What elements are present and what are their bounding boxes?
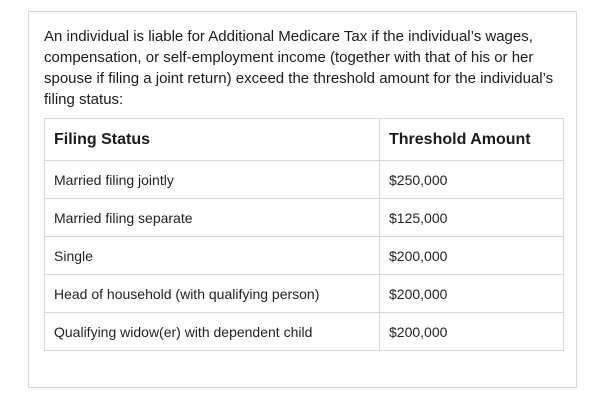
intro-paragraph: An individual is liable for Additional Medicare Tax if the individual’s wages, compensation, or self-employment income (together with that of his or her spouse if filing a joint return) exceed the threshold amount for the individual’s filing status:	[44, 28, 554, 108]
table-row	[45, 275, 564, 313]
filing-status-cell: Qualifying widow(er) with dependent child	[45, 313, 380, 351]
threshold-amount-header: Threshold Amount	[380, 119, 564, 161]
table-row	[45, 313, 564, 351]
filing-status-cell: Married filing jointly	[45, 161, 380, 199]
table-row	[45, 161, 564, 199]
content-card	[28, 11, 577, 388]
table-header-row	[45, 119, 564, 161]
threshold-amount-cell: $200,000	[380, 313, 564, 351]
filing-status-cell: Married filing separate	[45, 199, 380, 237]
threshold-amount-cell: $200,000	[380, 237, 564, 275]
threshold-amount-cell: $200,000	[380, 275, 564, 313]
threshold-amount-cell: $250,000	[380, 161, 564, 199]
table-row	[45, 237, 564, 275]
table-row	[45, 199, 564, 237]
threshold-amount-cell: $125,000	[380, 199, 564, 237]
filing-status-cell: Single	[45, 237, 380, 275]
threshold-table	[44, 118, 564, 351]
filing-status-header: Filing Status	[45, 119, 380, 161]
filing-status-cell: Head of household (with qualifying person)	[45, 275, 380, 313]
